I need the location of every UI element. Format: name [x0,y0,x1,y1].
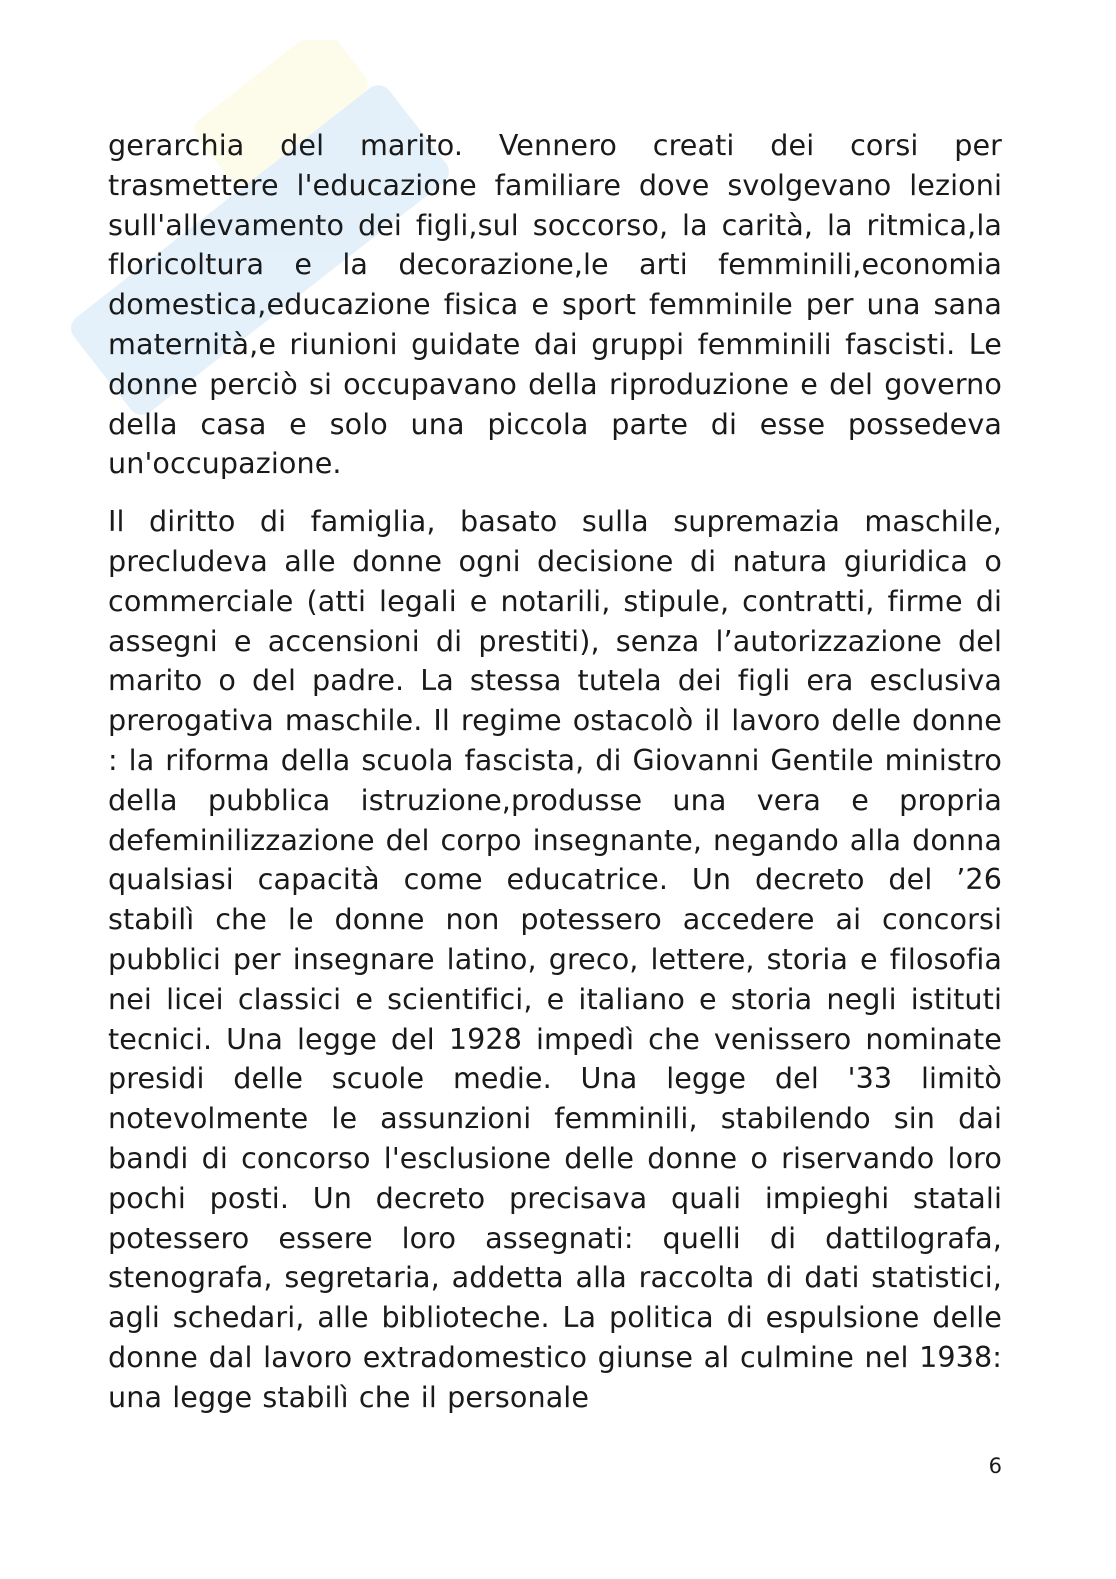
paragraph-family-law: Il diritto di famiglia, basato sulla supremazia maschile, precludeva alle donne ogni decisione di natura giuridica o commerciale (atti legali e notarili, stipule, contratti, firme di assegni e accensioni di prestiti), senza l’autorizzazione del marito o del padre. La stessa tutela dei figli era esclusiva prerogativa maschile. Il regime ostacolò il lavoro delle donne : la riforma della scuola fascista, di Giovanni Gentile ministro della pubblica istruzione,produsse una vera e propria defeminilizzazione del corpo insegnante, negando alla donna qualsiasi capacità come educatrice. Un decreto del ’26 stabilì che le donne non potessero accedere ai concorsi pubblici per insegnare latino, greco, lettere, storia e filosofia nei licei classici e scientifici, e italiano e storia negli istituti tecnici. Una legge del 1928 impedì che venissero nominate presidi delle scuole medie. Una legge del '33 limitò notevolmente le assunzioni femminili, stabilendo sin dai bandi di concorso l'esclusione delle donne o riservando loro pochi posti. Un decreto precisava quali impieghi statali potessero essere loro assegnati: quelli di dattilografa, stenografa, segretaria, addetta alla raccolta di dati statistici, agli schedari, alle biblioteche. La politica di espulsione delle donne dal lavoro extradomestico giunse al culmine nel 1938: una legge stabilì che il personale [108,504,1002,1414]
page-number: 6 [988,1454,1002,1478]
paragraph-family-education: gerarchia del marito. Vennero creati dei corsi per trasmettere l'educazione familiare dove svolgevano lezioni sull'allevamento dei figli,sul soccorso, la carità, la ritmica,la floricoltura e la decorazione,le arti femminili,economia domestica,educazione fisica e sport femminile per una sana maternità,e riunioni guidate dai gruppi femminili fascisti. Le donne perciò si occupavano della riproduzione e del governo della casa e solo una piccola parte di esse possedeva un'occupazione. [108,128,1002,481]
page-body [108,126,1002,1418]
